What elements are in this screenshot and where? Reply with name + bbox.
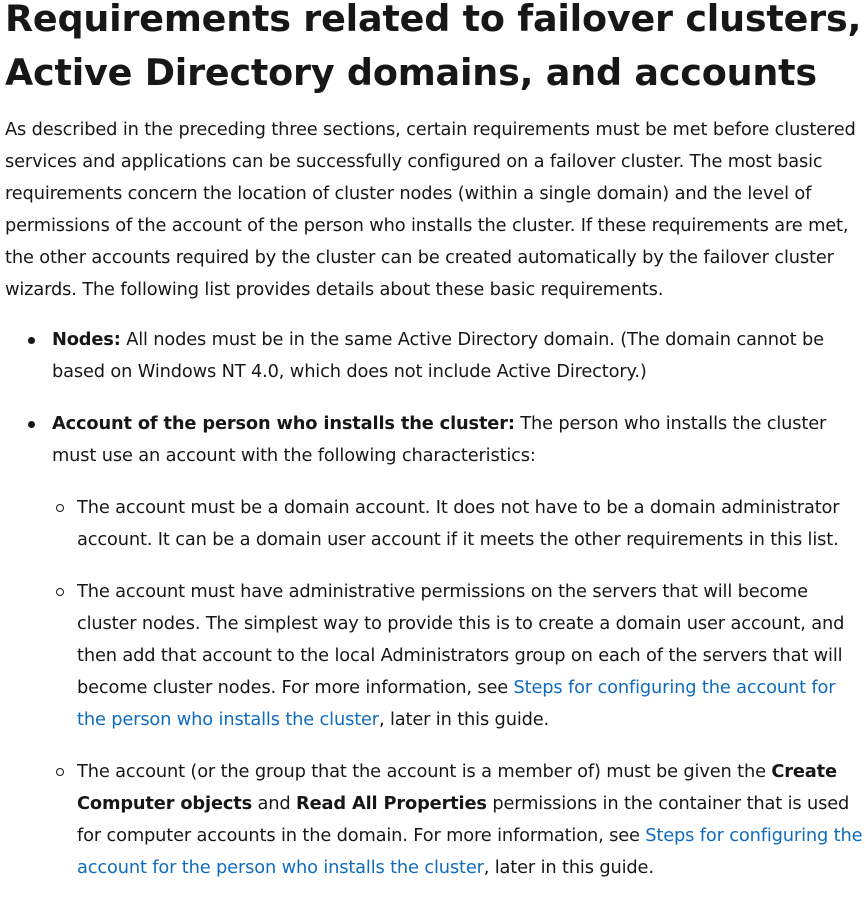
list-item-nodes: [52, 324, 865, 388]
permissions-text-b: and: [252, 793, 297, 814]
steps-configuring-account-link-2[interactable]: Steps for configuring the account for the person who installs the cluster: [77, 825, 863, 878]
sublist-item-admin-permissions: [77, 576, 865, 736]
domain-account-text: The account must be a domain account. It does not have to be a domain administrator account. It can be a domain user account if it meets the other requirements in this list.: [77, 497, 840, 550]
steps-configuring-account-link[interactable]: Steps for configuring the account for the person who installs the cluster: [77, 677, 836, 730]
sublist-item-create-computer-objects: [77, 756, 865, 884]
permissions-text-c: permissions in the container that is used for computer accounts in the domain. For more information, see: [77, 793, 850, 846]
list-item-installer-account: [52, 408, 865, 884]
requirements-list: [5, 324, 865, 884]
page-title: Requirements related to failover clusters, Active Directory domains, and accounts: [5, 0, 862, 94]
sublist-item-domain-account: [77, 492, 865, 556]
admin-permissions-text: The account must have administrative permissions on the servers that will become cluster nodes. The simplest way to provide this is to create a domain user account, and then add that account to the local Administrators group on each of the servers that will become cluster nodes. For more information, see: [77, 581, 845, 698]
read-all-properties-term: Read All Properties: [296, 793, 487, 814]
nodes-description: All nodes must be in the same Active Directory domain. (The domain cannot be based on Windows NT 4.0, which does not include Active Directory.): [52, 329, 824, 382]
account-characteristics-list: [52, 492, 865, 884]
permissions-text-a: The account (or the group that the account is a member of) must be given the: [77, 761, 772, 782]
installer-account-term: Account of the person who installs the cluster:: [52, 413, 515, 434]
installer-account-description: The person who installs the cluster must use an account with the following characteristics:: [52, 413, 827, 466]
create-computer-objects-term: Create Computer objects: [77, 761, 837, 814]
admin-permissions-suffix: , later in this guide.: [378, 709, 550, 730]
intro-paragraph: As described in the preceding three sections, certain requirements must be met before clustered services and applications can be successfully configured on a failover cluster. The most basic requirements concern the location of cluster nodes (within a single domain) and the level of permissions of the account of the person who installs the cluster. If these requirements are met, the other accounts required by the cluster can be created automatically by the failover cluster wizards. The following list provides details about these basic requirements.: [5, 119, 856, 300]
permissions-suffix: , later in this guide.: [483, 857, 654, 878]
nodes-term: Nodes:: [52, 329, 121, 350]
